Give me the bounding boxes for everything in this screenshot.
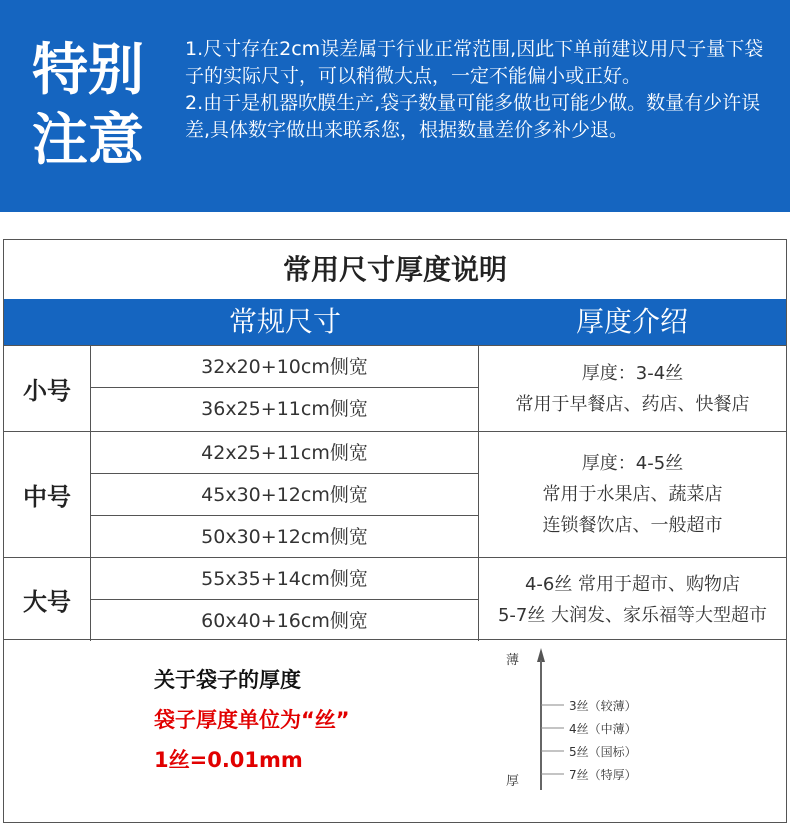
tick-label: 3丝（较薄） [569, 699, 637, 713]
tick-label: 5丝（国标） [569, 745, 637, 759]
note-2: 2.由于是机器吹膜生产,袋子数量可能多做也可能少做。数量有少许误差,具体数字做出来联系您，根据数量差价多补少退。 [185, 92, 761, 141]
desc-line: 连锁餐饮店、一般超市 [542, 515, 723, 536]
thickness-info [3, 640, 787, 823]
tick-label: 4丝（中薄） [569, 722, 637, 736]
group-label: 小号 [4, 346, 91, 431]
notice-notes [185, 36, 770, 144]
desc-line: 厚度：3-4丝 [581, 362, 684, 384]
size-cell: 32x20+10cm侧宽 [91, 346, 478, 388]
thickness-desc [478, 432, 786, 557]
thickness-unit: 袋子厚度单位为“丝” [154, 708, 350, 732]
size-cell: 42x25+11cm侧宽 [91, 432, 478, 474]
table-header [4, 299, 786, 345]
notice-heading-line1: 特别 [32, 38, 144, 103]
desc-line: 厚度：4-5丝 [581, 453, 684, 474]
thickness-desc [478, 346, 786, 431]
desc-line: 常用于水果店、蔬菜店 [542, 484, 723, 505]
size-list [91, 432, 478, 557]
header-thickness: 厚度介绍 [575, 305, 688, 338]
thickness-scale [4, 640, 786, 823]
size-cell: 45x30+12cm侧宽 [91, 474, 478, 516]
desc-line: 常用于早餐店、药店、快餐店 [515, 393, 750, 415]
desc-line: 5-7丝 大润发、家乐福等大型超市 [497, 604, 768, 626]
group-label: 大号 [4, 558, 91, 641]
tick-label: 7丝（特厚） [569, 768, 637, 782]
desc-line: 4-6丝 常用于超市、购物店 [524, 573, 741, 595]
scale-top-label: 薄 [506, 653, 520, 668]
scale-arrow-head [537, 648, 545, 662]
group-small [4, 345, 786, 431]
notice-heading [32, 36, 162, 176]
group-large [4, 557, 786, 641]
size-table [3, 239, 787, 640]
group-medium [4, 431, 786, 557]
size-cell: 55x35+14cm侧宽 [91, 558, 478, 600]
table-title: 常用尺寸厚度说明 [282, 253, 507, 286]
size-list [91, 558, 478, 641]
note-1: 1.尺寸存在2cm误差属于行业正常范围,因此下单前建议用尺子量下袋子的实际尺寸，可以稍微大点，一定不能偏小或正好。 [185, 38, 764, 87]
size-cell: 50x30+12cm侧宽 [201, 526, 368, 548]
thickness-heading: 关于袋子的厚度 [154, 668, 301, 692]
thickness-conversion: 1丝=0.01mm [154, 748, 303, 772]
notice-heading-line2: 注意 [32, 108, 144, 173]
group-label: 中号 [4, 432, 91, 557]
size-list [91, 346, 478, 431]
scale-bottom-label: 厚 [506, 774, 520, 789]
size-cell: 36x25+11cm侧宽 [201, 398, 368, 420]
notice-banner [0, 0, 790, 212]
size-cell: 60x40+16cm侧宽 [201, 610, 368, 632]
thickness-desc [478, 558, 786, 641]
header-sizes: 常规尺寸 [228, 305, 341, 338]
